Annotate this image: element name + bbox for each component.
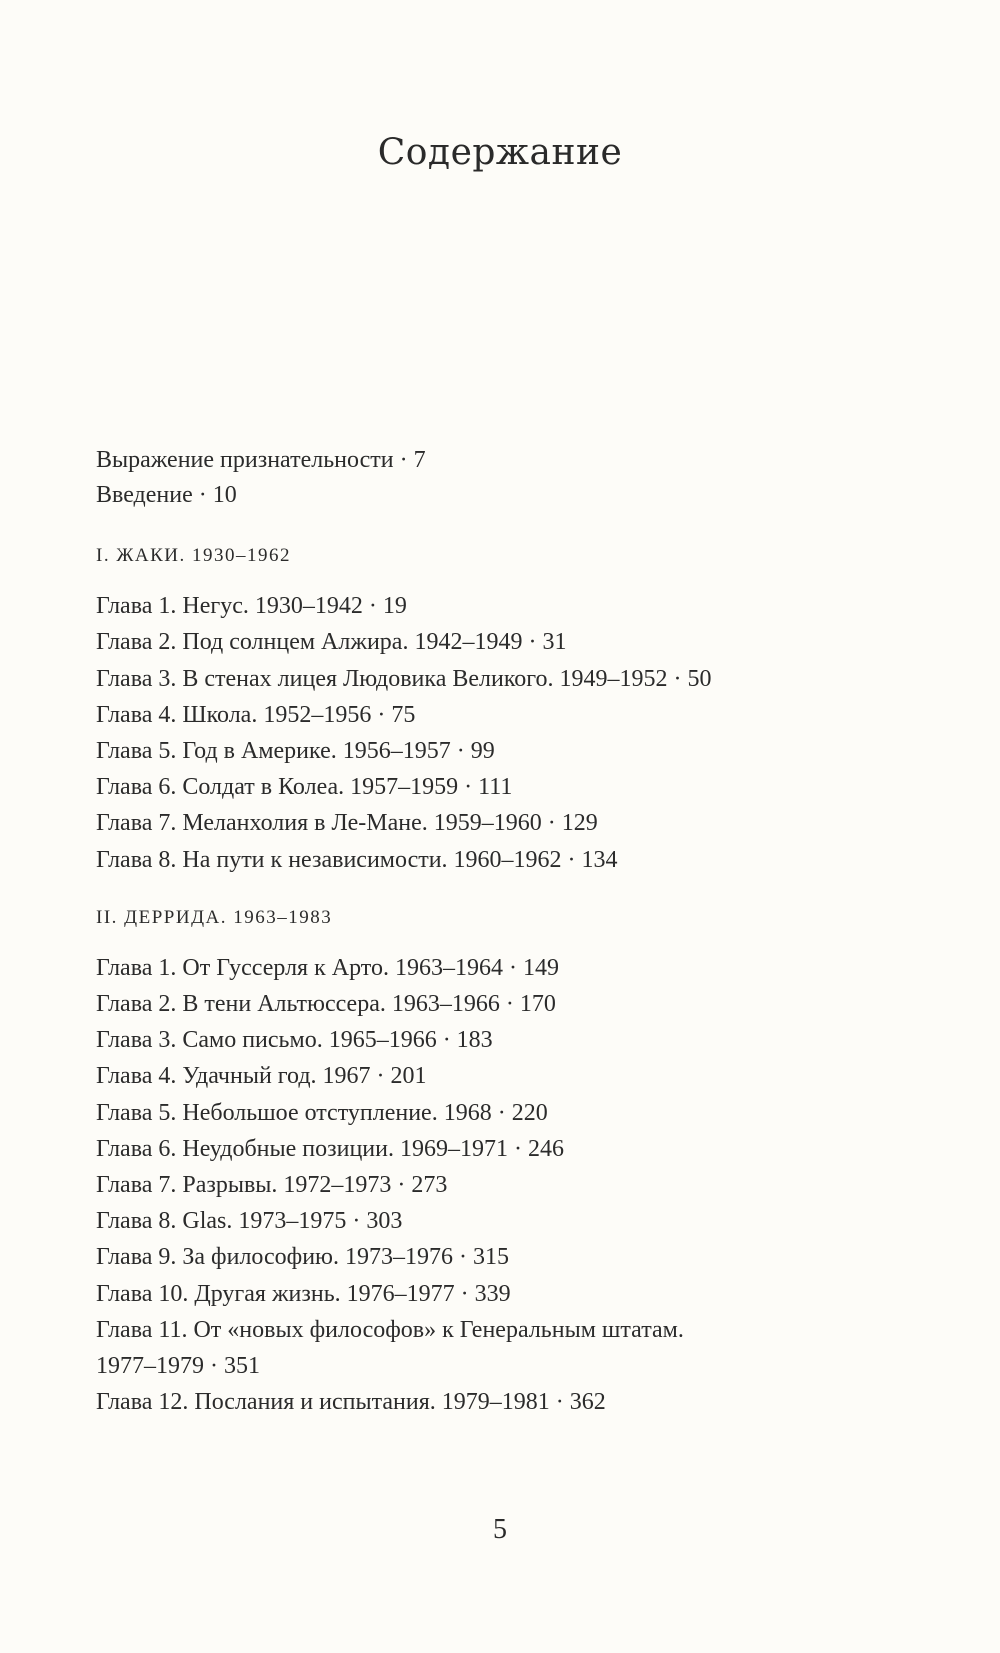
part-1-heading: I. ЖАКИ. 1930–1962: [96, 545, 291, 566]
page-number: 5: [493, 1514, 507, 1545]
toc-entry: Глава 2. Под солнцем Алжира. 1942–1949 · 31: [96, 629, 567, 655]
toc-entry: Глава 1. От Гуссерля к Арто. 1963–1964 · 149: [96, 955, 559, 981]
toc-entry: Глава 7. Меланхолия в Ле-Мане. 1959–1960 · 129: [96, 810, 598, 836]
toc-entry: Глава 8. На пути к независимости. 1960–1962 · 134: [96, 847, 618, 873]
toc-entry: Глава 8. Glas. 1973–1975 · 303: [96, 1208, 403, 1234]
toc-entry: Глава 4. Школа. 1952–1956 · 75: [96, 702, 416, 728]
toc-entry: Глава 10. Другая жизнь. 1976–1977 · 339: [96, 1281, 511, 1307]
toc-entry: Глава 11. От «новых философов» к Генеральным штатам.: [96, 1317, 684, 1343]
part-2-heading: II. ДЕРРИДА. 1963–1983: [96, 907, 333, 928]
toc-entry: Глава 6. Неудобные позиции. 1969–1971 · 246: [96, 1136, 564, 1162]
toc-entry: Глава 12. Послания и испытания. 1979–1981 · 362: [96, 1389, 606, 1415]
toc-entry: Глава 3. В стенах лицея Людовика Великого. 1949–1952 · 50: [96, 666, 712, 692]
toc-entry: Глава 9. За философию. 1973–1976 · 315: [96, 1244, 509, 1270]
toc-entry: Глава 6. Солдат в Колеа. 1957–1959 · 111: [96, 774, 513, 800]
toc-entry: Глава 3. Само письмо. 1965–1966 · 183: [96, 1027, 493, 1053]
toc-entry: Глава 5. Небольшое отступление. 1968 · 220: [96, 1100, 548, 1126]
toc-entry: Глава 2. В тени Альтюссера. 1963–1966 · 170: [96, 991, 556, 1017]
toc-entry-acknowledgements: Выражение признательности · 7: [96, 447, 426, 473]
toc-entry: Глава 7. Разрывы. 1972–1973 · 273: [96, 1172, 448, 1198]
toc-entry-introduction: Введение · 10: [96, 482, 237, 508]
toc-entry-continuation: 1977–1979 · 351: [96, 1353, 260, 1379]
page-title: Содержание: [377, 132, 623, 173]
toc-entry: Глава 4. Удачный год. 1967 · 201: [96, 1063, 427, 1089]
toc-entry: Глава 1. Негус. 1930–1942 · 19: [96, 593, 407, 619]
toc-entry: Глава 5. Год в Америке. 1956–1957 · 99: [96, 738, 495, 764]
